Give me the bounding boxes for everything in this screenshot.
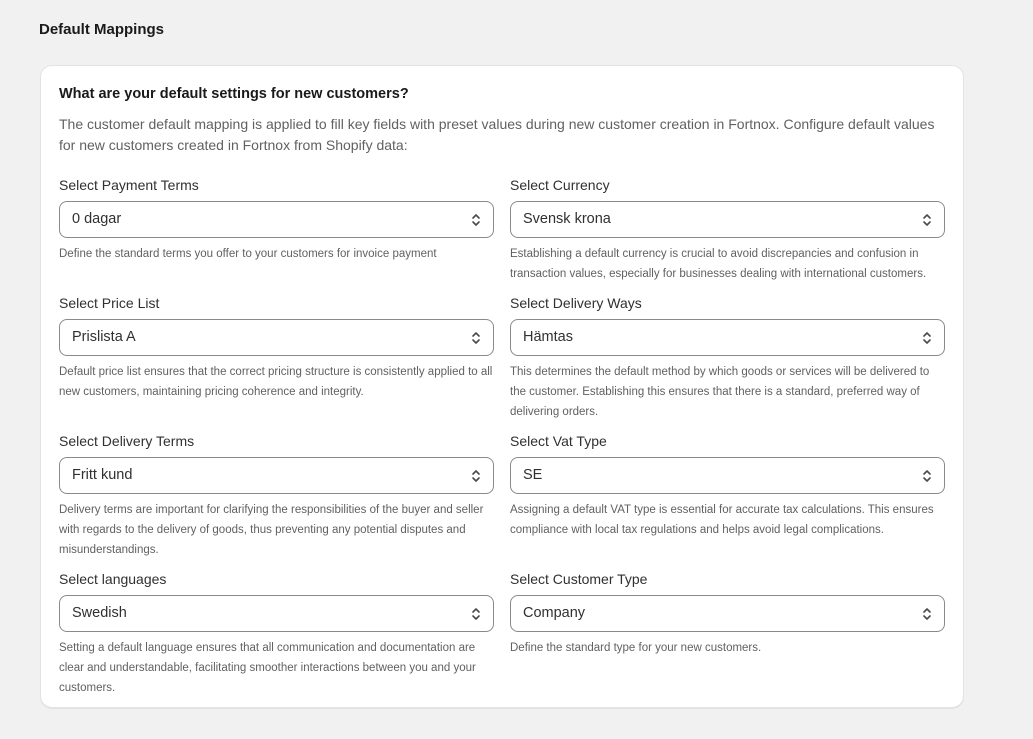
customer-type-value: Company [523, 605, 586, 621]
card-heading: What are your default settings for new customers? [59, 86, 409, 102]
payment-terms-value: 0 dagar [72, 211, 122, 227]
chevron-up-down-icon [471, 212, 481, 228]
vat-type-help: Assigning a default VAT type is essential for accurate tax calculations. This ensures compliance with local tax regulations and helps avoid legal complications. [510, 504, 934, 536]
customer-type-select[interactable] [510, 595, 945, 632]
chevron-up-down-icon [922, 212, 932, 228]
delivery-terms-select[interactable] [59, 457, 494, 494]
price-list-label: Select Price List [59, 295, 160, 311]
price-list-field [59, 294, 494, 402]
currency-field [510, 176, 945, 284]
delivery-terms-help: Delivery terms are important for clarifying the responsibilities of the buyer and seller with regards to the delivery of goods, thus preventing any potential disputes and misunderstandings. [59, 504, 484, 556]
delivery-ways-select[interactable] [510, 319, 945, 356]
currency-label: Select Currency [510, 177, 610, 193]
chevron-up-down-icon [471, 330, 481, 346]
currency-value: Svensk krona [523, 211, 611, 227]
vat-type-value: SE [523, 467, 543, 483]
delivery-terms-value: Fritt kund [72, 467, 133, 483]
chevron-up-down-icon [922, 606, 932, 622]
customer-type-help: Define the standard type for your new customers. [510, 642, 762, 654]
price-list-select[interactable] [59, 319, 494, 356]
payment-terms-help: Define the standard terms you offer to your customers for invoice payment [59, 248, 437, 260]
price-list-help: Default price list ensures that the correct pricing structure is consistently applied to all new customers, maintaining pricing coherence and integrity. [59, 366, 493, 398]
customer-type-field [510, 570, 945, 658]
card-description: The customer default mapping is applied to fill key fields with preset values during new customer creation in Fortnox. Configure default values for new customers created in Fortnox from Shopify data: [59, 116, 935, 153]
languages-label: Select languages [59, 571, 167, 587]
languages-help: Setting a default language ensures that all communication and documentation are clear and understandable, facilitating smoother interactions between you and your customers. [59, 642, 476, 694]
payment-terms-select[interactable] [59, 201, 494, 238]
delivery-ways-field [510, 294, 945, 422]
payment-terms-field [59, 176, 494, 264]
default-settings-card [40, 65, 964, 708]
delivery-ways-value: Hämtas [523, 329, 573, 345]
languages-value: Swedish [72, 605, 127, 621]
vat-type-select[interactable] [510, 457, 945, 494]
languages-field [59, 570, 494, 698]
chevron-up-down-icon [471, 468, 481, 484]
currency-help: Establishing a default currency is crucial to avoid discrepancies and confusion in transaction values, especially for businesses dealing with international customers. [510, 248, 927, 280]
vat-type-field [510, 432, 945, 540]
vat-type-label: Select Vat Type [510, 433, 607, 449]
chevron-up-down-icon [471, 606, 481, 622]
delivery-terms-field [59, 432, 494, 560]
price-list-value: Prislista A [72, 329, 136, 345]
page-title: Default Mappings [39, 21, 165, 38]
currency-select[interactable] [510, 201, 945, 238]
delivery-ways-help: This determines the default method by which goods or services will be delivered to the customer. Establishing this ensures that there is a standard, preferred way of delivering orders. [510, 366, 930, 418]
delivery-terms-label: Select Delivery Terms [59, 433, 195, 449]
chevron-up-down-icon [922, 468, 932, 484]
customer-type-label: Select Customer Type [510, 571, 648, 587]
chevron-up-down-icon [922, 330, 932, 346]
delivery-ways-label: Select Delivery Ways [510, 295, 642, 311]
languages-select[interactable] [59, 595, 494, 632]
payment-terms-label: Select Payment Terms [59, 177, 199, 193]
